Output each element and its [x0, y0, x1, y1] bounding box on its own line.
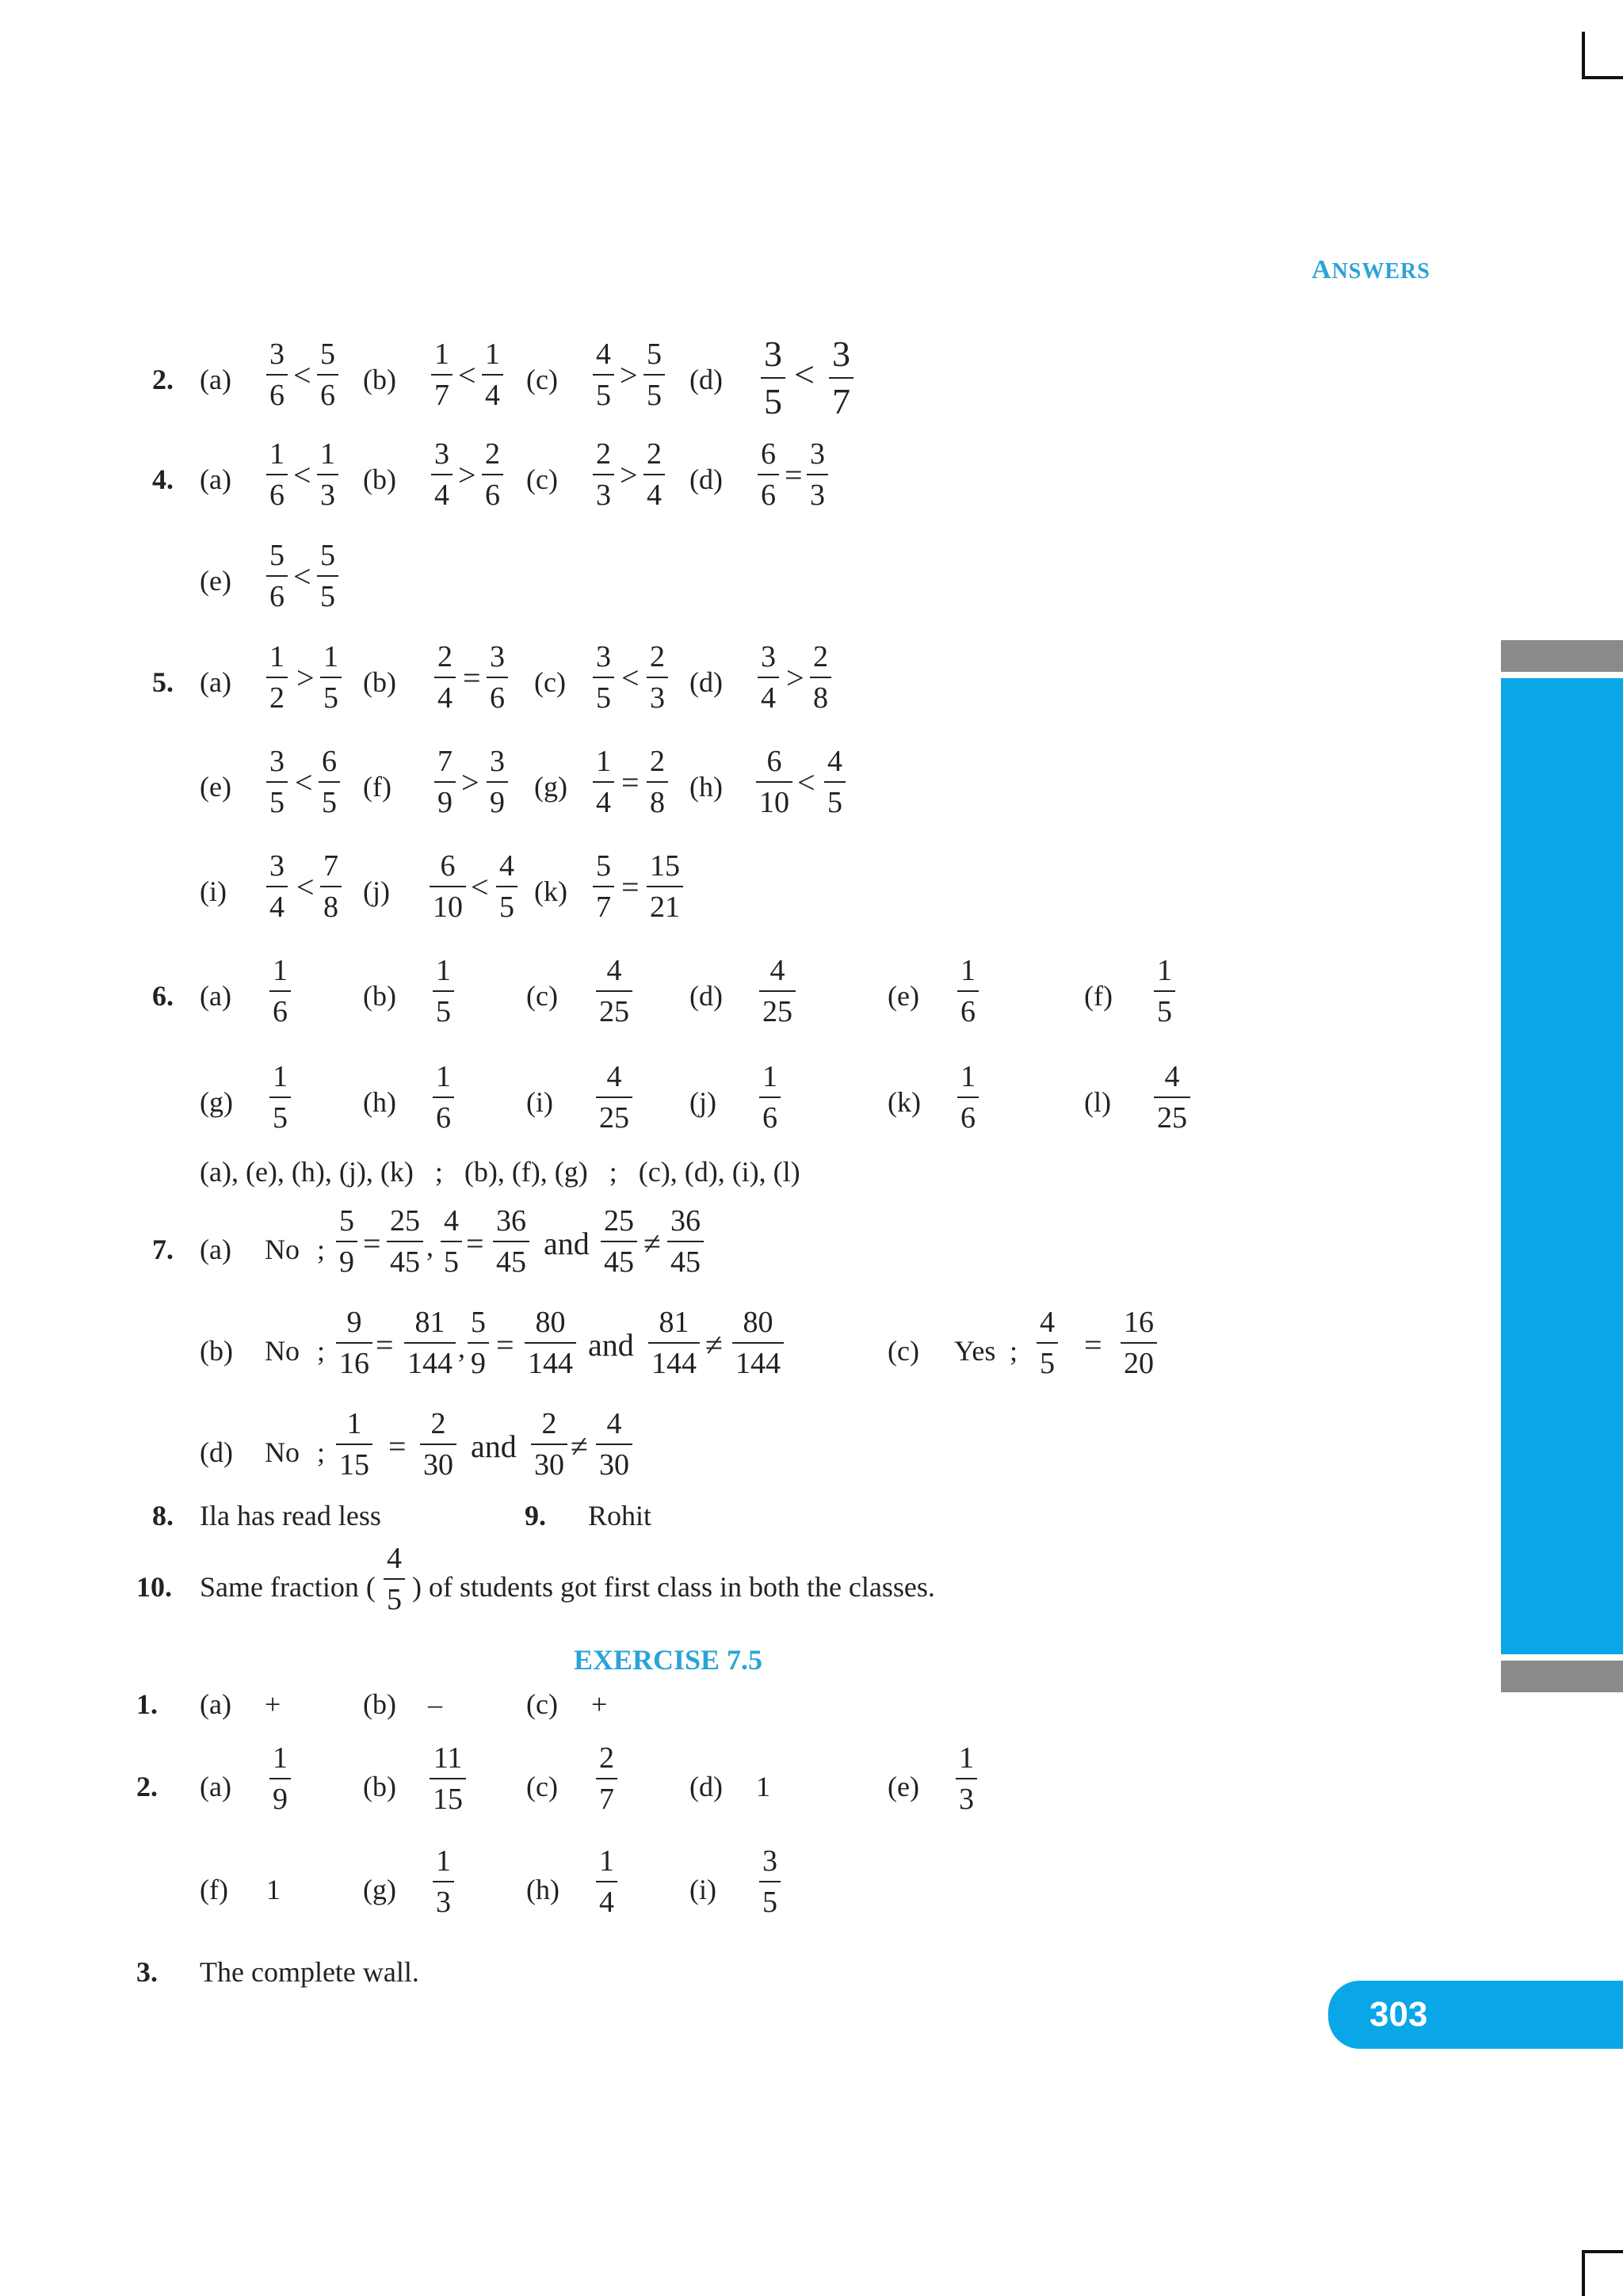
- side-tab: [1501, 678, 1623, 1654]
- fraction: $\frac{4}{25}$: [596, 1062, 632, 1133]
- e1-b-answer: –: [428, 1688, 442, 1720]
- e3-number: 3.: [136, 1956, 158, 1988]
- comparison-sign: <: [296, 869, 315, 905]
- fraction: $\frac{3}{9}$: [487, 746, 508, 818]
- q10-number: 10.: [136, 1571, 172, 1603]
- fraction: $\frac{1}{6}$: [269, 955, 291, 1027]
- comma: ,: [426, 1230, 433, 1262]
- q7-d-answer: No: [265, 1436, 300, 1468]
- semicolon: ;: [317, 1436, 326, 1468]
- crop-mark-top: [1582, 32, 1585, 79]
- fraction: $\frac{1}{5}$: [269, 1062, 291, 1133]
- e2-label: (a): [200, 1771, 231, 1802]
- fraction: $\frac{6}{10}$: [430, 851, 466, 922]
- fraction: $\frac{3}{7}$: [829, 336, 854, 420]
- fraction: $\frac{2}{7}$: [596, 1743, 617, 1814]
- comparison-sign: >: [786, 660, 804, 696]
- fraction: $\frac{1}{4}$: [593, 746, 614, 818]
- fraction: $\frac{1}{6}$: [266, 439, 288, 510]
- fraction: $\frac{4}{5}$: [1037, 1307, 1058, 1379]
- fraction: $\frac{15}{21}$: [647, 851, 683, 922]
- q2-number: 2.: [152, 364, 174, 395]
- fraction: $\frac{2}{4}$: [434, 642, 456, 713]
- fraction: $\frac{4}{25}$: [596, 955, 632, 1027]
- fraction: $\frac{3}{5}$: [266, 746, 288, 818]
- side-tab-top-bar: [1501, 640, 1623, 672]
- fraction: $\frac{3}{4}$: [431, 439, 453, 510]
- fraction: $\frac{16}{20}$: [1121, 1307, 1157, 1379]
- fraction: $\frac{3}{4}$: [758, 642, 779, 713]
- exercise-heading: EXERCISE 7.5: [574, 1644, 763, 1676]
- running-header: ANSWERS: [1312, 255, 1430, 284]
- fraction: $\frac{1}{9}$: [269, 1743, 291, 1814]
- q6-label: (d): [689, 980, 723, 1012]
- q6-label: (j): [689, 1086, 716, 1118]
- q5-label: (d): [689, 666, 723, 698]
- comparison-sign: >: [296, 660, 315, 696]
- q7-d-label: (d): [200, 1436, 233, 1468]
- fraction: $\frac{2}{8}$: [810, 642, 831, 713]
- fraction: $\frac{6}{6}$: [758, 439, 779, 510]
- fraction: $\frac{1}{6}$: [759, 1062, 781, 1133]
- q7-b-answer: No: [265, 1335, 300, 1367]
- e1-a-answer: +: [265, 1688, 281, 1720]
- q5-label: (i): [200, 875, 227, 907]
- q6-groups: (a), (e), (h), (j), (k) ; (b), (f), (g) ; (c), (d), (i), (l): [200, 1156, 800, 1188]
- q2-a-label: (a): [200, 364, 231, 395]
- e2-label: (d): [689, 1771, 723, 1802]
- fraction: $\frac{6}{10}$: [756, 746, 792, 818]
- comparison-sign: >: [458, 457, 476, 493]
- fraction: $\frac{1}{6}$: [433, 1062, 454, 1133]
- e2-label: (b): [363, 1771, 396, 1802]
- q4-number: 4.: [152, 463, 174, 495]
- semicolon: ;: [317, 1335, 326, 1367]
- fraction: $\frac{9}{16}$: [336, 1307, 372, 1379]
- e2-number: 2.: [136, 1771, 158, 1802]
- q5-label: (b): [363, 666, 396, 698]
- comparison-sign: <: [621, 660, 640, 696]
- comparison-sign: >: [461, 765, 479, 800]
- e2-label: (h): [526, 1874, 559, 1905]
- q6-label: (h): [363, 1086, 396, 1118]
- fraction: $\frac{81}{144}$: [648, 1307, 700, 1379]
- comma: ,: [458, 1332, 465, 1363]
- fraction: $\frac{7}{9}$: [434, 746, 456, 818]
- fraction: $\frac{5}{7}$: [593, 851, 614, 922]
- q7-c-label: (c): [888, 1335, 919, 1367]
- q5-label: (g): [534, 771, 567, 803]
- fraction: $\frac{1}{2}$: [266, 642, 288, 713]
- fraction: $\frac{4}{5}$: [441, 1206, 462, 1277]
- comparison-sign: =: [463, 660, 481, 696]
- semicolon: ;: [1010, 1335, 1018, 1367]
- q5-label: (f): [363, 771, 391, 803]
- e2-d-answer: 1: [756, 1771, 770, 1802]
- q5-number: 5.: [152, 666, 174, 698]
- fraction: $\frac{80}{144}$: [525, 1307, 576, 1379]
- q6-label: (g): [200, 1086, 233, 1118]
- fraction: $\frac{1}{6}$: [957, 1062, 979, 1133]
- fraction: $\frac{2}{30}$: [420, 1409, 456, 1480]
- fraction: $\frac{3}{6}$: [487, 642, 508, 713]
- e3-answer: The complete wall.: [200, 1956, 419, 1988]
- equals-sign: =: [496, 1327, 514, 1363]
- q6-number: 6.: [152, 980, 174, 1012]
- fraction: $\frac{3}{5}$: [593, 642, 614, 713]
- equals-sign: =: [466, 1226, 484, 1261]
- e1-c-label: (c): [526, 1688, 558, 1720]
- q6-label: (e): [888, 980, 919, 1012]
- comparison-sign: >: [620, 357, 638, 393]
- fraction: $\frac{5}{5}$: [643, 339, 665, 410]
- fraction: $\frac{36}{45}$: [493, 1206, 529, 1277]
- q5-label: (a): [200, 666, 231, 698]
- q7-b-label: (b): [200, 1335, 233, 1367]
- not-equal-sign: ≠: [571, 1428, 588, 1464]
- e2-f-answer: 1: [266, 1874, 281, 1905]
- fraction: $\frac{1}{7}$: [431, 339, 453, 410]
- fraction: $\frac{5}{6}$: [317, 339, 338, 410]
- q6-label: (f): [1084, 980, 1113, 1012]
- fraction: $\frac{25}{45}$: [387, 1206, 423, 1277]
- e2-label: (e): [888, 1771, 919, 1802]
- fraction: $\frac{80}{144}$: [732, 1307, 784, 1379]
- q5-label: (c): [534, 666, 566, 698]
- and-text: and: [588, 1327, 634, 1363]
- fraction: $\frac{25}{45}$: [601, 1206, 637, 1277]
- e2-label: (f): [200, 1874, 228, 1905]
- comparison-sign: <: [293, 457, 311, 493]
- fraction: $\frac{11}{15}$: [430, 1743, 466, 1814]
- e1-c-answer: +: [591, 1688, 608, 1720]
- comparison-sign: <: [794, 354, 815, 395]
- comparison-sign: <: [797, 765, 815, 800]
- q2-c-label: (c): [526, 364, 558, 395]
- fraction: $\frac{2}{3}$: [593, 439, 614, 510]
- not-equal-sign: ≠: [643, 1226, 661, 1261]
- q4-c-label: (c): [526, 463, 558, 495]
- fraction: $\frac{3}{4}$: [266, 851, 288, 922]
- comparison-sign: >: [620, 457, 638, 493]
- fraction: $\frac{4}{25}$: [1154, 1062, 1190, 1133]
- fraction: $\frac{4}{5}$: [384, 1543, 405, 1615]
- fraction: $\frac{7}{8}$: [320, 851, 342, 922]
- fraction: $\frac{1}{3}$: [433, 1846, 454, 1917]
- fraction: $\frac{2}{8}$: [647, 746, 668, 818]
- fraction: $\frac{3}{3}$: [807, 439, 828, 510]
- fraction: $\frac{1}{5}$: [433, 955, 454, 1027]
- fraction: $\frac{2}{4}$: [643, 439, 665, 510]
- fraction: $\frac{3}{6}$: [266, 339, 288, 410]
- e1-b-label: (b): [363, 1688, 396, 1720]
- q2-b-label: (b): [363, 364, 396, 395]
- comparison-sign: <: [471, 869, 489, 905]
- comparison-sign: =: [785, 457, 803, 493]
- crop-mark-bottom-h: [1582, 2250, 1623, 2253]
- q6-label: (l): [1084, 1086, 1111, 1118]
- q7-a-answer: No: [265, 1234, 300, 1265]
- page-number-badge: [1328, 1981, 1623, 2049]
- fraction: $\frac{4}{5}$: [824, 746, 846, 818]
- q6-label: (i): [526, 1086, 553, 1118]
- q9-answer: Rohit: [588, 1500, 652, 1531]
- fraction: $\frac{3}{5}$: [759, 1846, 781, 1917]
- comparison-sign: =: [621, 869, 640, 905]
- fraction: $\frac{1}{4}$: [596, 1846, 617, 1917]
- e2-label: (i): [689, 1874, 716, 1905]
- e1-number: 1.: [136, 1688, 158, 1720]
- q4-d-label: (d): [689, 463, 723, 495]
- equals-sign: =: [1084, 1327, 1102, 1363]
- q8-number: 8.: [152, 1500, 174, 1531]
- fraction: $\frac{1}{4}$: [482, 339, 503, 410]
- fraction: $\frac{5}{6}$: [266, 540, 288, 612]
- fraction: $\frac{2}{6}$: [482, 439, 503, 510]
- q6-label: (k): [888, 1086, 921, 1118]
- comparison-sign: <: [295, 765, 313, 800]
- fraction: $\frac{4}{5}$: [593, 339, 614, 410]
- q7-a-label: (a): [200, 1234, 231, 1265]
- q6-label: (b): [363, 980, 396, 1012]
- equals-sign: =: [363, 1226, 381, 1261]
- page-number: 303: [1369, 1995, 1428, 2034]
- q5-label: (k): [534, 875, 567, 907]
- q5-label: (h): [689, 771, 723, 803]
- q9-number: 9.: [525, 1500, 546, 1531]
- semicolon: ;: [317, 1234, 326, 1265]
- equals-sign: =: [388, 1428, 407, 1464]
- fraction: $\frac{5}{9}$: [336, 1206, 357, 1277]
- fraction: $\frac{4}{25}$: [759, 955, 796, 1027]
- e2-label: (g): [363, 1874, 396, 1905]
- q10-text-after: ) of students got first class in both the classes.: [412, 1571, 935, 1603]
- q7-c-answer: Yes: [954, 1335, 996, 1367]
- q4-e-label: (e): [200, 565, 231, 597]
- fraction: $\frac{1}{15}$: [336, 1409, 372, 1480]
- q2-d-label: (d): [689, 364, 723, 395]
- fraction: $\frac{1}{6}$: [957, 955, 979, 1027]
- fraction: $\frac{3}{5}$: [761, 336, 785, 420]
- fraction: $\frac{2}{30}$: [531, 1409, 567, 1480]
- q7-number: 7.: [152, 1234, 174, 1265]
- q6-label: (a): [200, 980, 231, 1012]
- fraction: $\frac{4}{5}$: [496, 851, 517, 922]
- fraction: $\frac{6}{5}$: [319, 746, 340, 818]
- and-text: and: [471, 1428, 517, 1464]
- fraction: $\frac{1}{5}$: [320, 642, 342, 713]
- fraction: $\frac{81}{144}$: [404, 1307, 456, 1379]
- q5-label: (e): [200, 771, 231, 803]
- q4-a-label: (a): [200, 463, 231, 495]
- fraction: $\frac{5}{5}$: [317, 540, 338, 612]
- e1-a-label: (a): [200, 1688, 231, 1720]
- fraction: $\frac{1}{3}$: [956, 1743, 977, 1814]
- crop-mark-top-h: [1582, 76, 1623, 79]
- comparison-sign: =: [621, 765, 640, 800]
- fraction: $\frac{1}{5}$: [1154, 955, 1175, 1027]
- comparison-sign: <: [458, 357, 476, 393]
- and-text: and: [544, 1226, 590, 1261]
- q8-answer: Ila has read less: [200, 1500, 381, 1531]
- q4-b-label: (b): [363, 463, 396, 495]
- fraction: $\frac{5}{9}$: [468, 1307, 489, 1379]
- side-tab-bottom-bar: [1501, 1661, 1623, 1692]
- q5-label: (j): [363, 875, 390, 907]
- fraction: $\frac{36}{45}$: [667, 1206, 704, 1277]
- comparison-sign: <: [293, 559, 311, 594]
- not-equal-sign: ≠: [705, 1327, 723, 1363]
- q6-label: (c): [526, 980, 558, 1012]
- comparison-sign: <: [293, 357, 311, 393]
- equals-sign: =: [376, 1327, 394, 1363]
- q10-text-before: Same fraction (: [200, 1571, 376, 1603]
- fraction: $\frac{2}{3}$: [647, 642, 668, 713]
- crop-mark-bottom: [1582, 2250, 1585, 2296]
- fraction: $\frac{4}{30}$: [596, 1409, 632, 1480]
- fraction: $\frac{1}{3}$: [317, 439, 338, 510]
- e2-label: (c): [526, 1771, 558, 1802]
